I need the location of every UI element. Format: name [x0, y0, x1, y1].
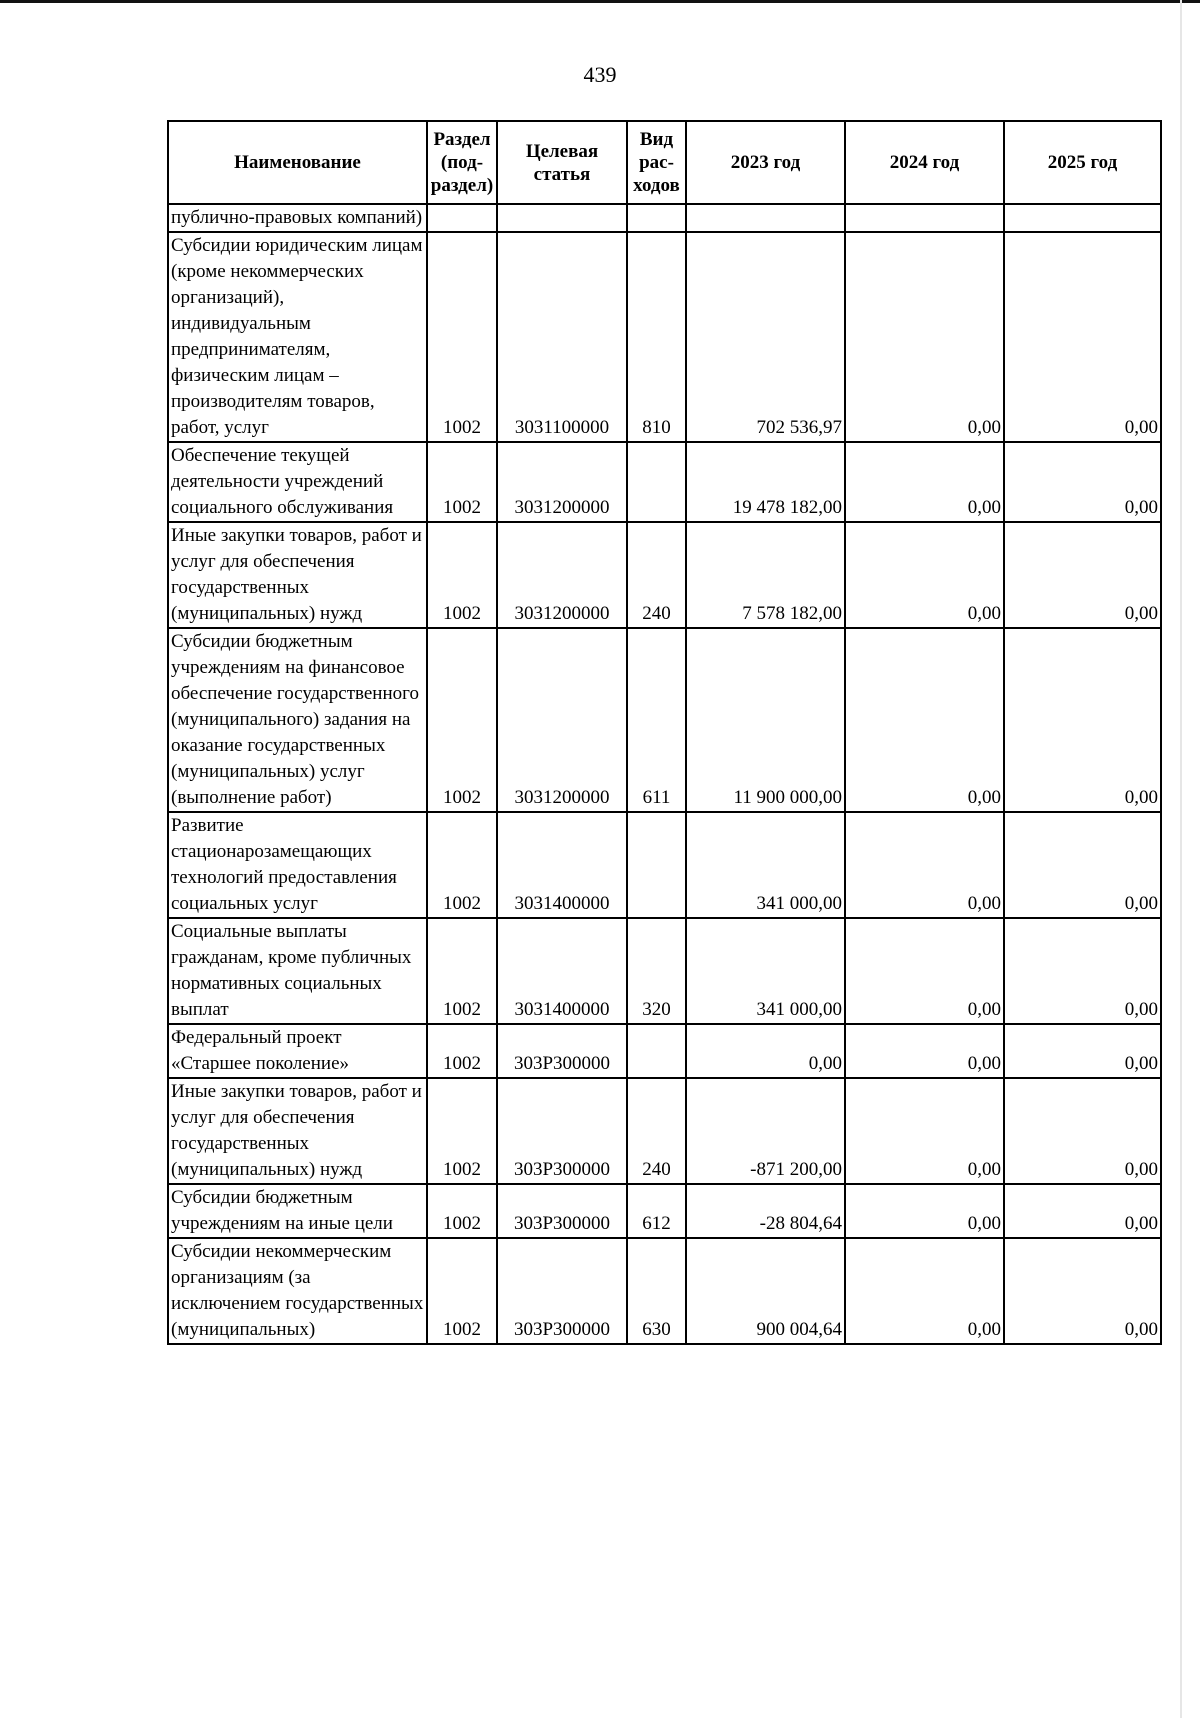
header-2024: 2024 год [845, 121, 1004, 204]
header-name: Наименование [168, 121, 427, 204]
cell-type: 810 [627, 232, 686, 442]
table-body [168, 204, 1161, 1344]
page-number: 439 [583, 62, 617, 87]
table-row [168, 628, 1161, 812]
cell-type: 240 [627, 522, 686, 628]
cell-target: 3031100000 [497, 232, 627, 442]
cell-section: 1002 [427, 918, 497, 1024]
cell-2025: 0,00 [1004, 628, 1161, 812]
cell-type [627, 1024, 686, 1078]
cell-section: 1002 [427, 812, 497, 918]
table-row [168, 1238, 1161, 1344]
table-header-row [168, 121, 1161, 204]
cell-2025: 0,00 [1004, 1078, 1161, 1184]
cell-2023 [686, 204, 845, 232]
table-row [168, 812, 1161, 918]
cell-2024: 0,00 [845, 1024, 1004, 1078]
top-border-line [0, 0, 1200, 3]
cell-section: 1002 [427, 628, 497, 812]
cell-section: 1002 [427, 1078, 497, 1184]
cell-type [627, 204, 686, 232]
right-scan-edge [1180, 0, 1182, 1718]
cell-2023: 341 000,00 [686, 918, 845, 1024]
cell-target: 3031400000 [497, 918, 627, 1024]
cell-2023: 11 900 000,00 [686, 628, 845, 812]
cell-2023: 0,00 [686, 1024, 845, 1078]
cell-section [427, 204, 497, 232]
cell-2024: 0,00 [845, 522, 1004, 628]
cell-2025: 0,00 [1004, 1184, 1161, 1238]
cell-2025: 0,00 [1004, 522, 1161, 628]
cell-2025: 0,00 [1004, 918, 1161, 1024]
cell-2024: 0,00 [845, 918, 1004, 1024]
cell-type: 320 [627, 918, 686, 1024]
cell-name: Субсидии юридическим лицам (кроме некоммерческих организаций), индивидуальным предпринимателям, физическим лицам – производителям товаров, работ, услуг [168, 232, 427, 442]
cell-2025: 0,00 [1004, 232, 1161, 442]
cell-target: 303P300000 [497, 1078, 627, 1184]
cell-2024: 0,00 [845, 812, 1004, 918]
cell-section: 1002 [427, 1238, 497, 1344]
cell-2025: 0,00 [1004, 1238, 1161, 1344]
table-row [168, 1024, 1161, 1078]
cell-2024: 0,00 [845, 1184, 1004, 1238]
cell-target: 303P300000 [497, 1238, 627, 1344]
cell-2023: 702 536,97 [686, 232, 845, 442]
cell-name: Субсидии бюджетным учреждениям на финансовое обеспечение государственного (муниципального) задания на оказание государственных (муниципальных) услуг (выполнение работ) [168, 628, 427, 812]
cell-type: 611 [627, 628, 686, 812]
cell-2023: 341 000,00 [686, 812, 845, 918]
cell-name: Обеспечение текущей деятельности учреждений социального обслуживания [168, 442, 427, 522]
cell-2025: 0,00 [1004, 442, 1161, 522]
cell-name: Субсидии бюджетным учреждениям на иные цели [168, 1184, 427, 1238]
header-2023: 2023 год [686, 121, 845, 204]
table-row [168, 1184, 1161, 1238]
cell-type: 630 [627, 1238, 686, 1344]
cell-type: 240 [627, 1078, 686, 1184]
cell-name: Развитие стационарозамещающих технологий предоставления социальных услуг [168, 812, 427, 918]
cell-target: 303P300000 [497, 1024, 627, 1078]
cell-target: 303P300000 [497, 1184, 627, 1238]
cell-section: 1002 [427, 442, 497, 522]
cell-target: 3031200000 [497, 628, 627, 812]
cell-name: Федеральный проект «Старшее поколение» [168, 1024, 427, 1078]
cell-target: 3031400000 [497, 812, 627, 918]
cell-section: 1002 [427, 1024, 497, 1078]
budget-table [167, 120, 1162, 1345]
cell-2025 [1004, 204, 1161, 232]
table-row [168, 232, 1161, 442]
header-2025: 2025 год [1004, 121, 1161, 204]
cell-2024 [845, 204, 1004, 232]
cell-target [497, 204, 627, 232]
table-row [168, 204, 1161, 232]
cell-name: Иные закупки товаров, работ и услуг для обеспечения государственных (муниципальных) нужд [168, 1078, 427, 1184]
cell-name: Социальные выплаты гражданам, кроме публичных нормативных социальных выплат [168, 918, 427, 1024]
cell-name: публично-правовых компаний) [168, 204, 427, 232]
cell-2024: 0,00 [845, 442, 1004, 522]
table-row [168, 442, 1161, 522]
cell-2023: -871 200,00 [686, 1078, 845, 1184]
cell-2024: 0,00 [845, 1238, 1004, 1344]
cell-section: 1002 [427, 1184, 497, 1238]
cell-target: 3031200000 [497, 522, 627, 628]
cell-name: Субсидии некоммерческим организациям (за исключением государственных (муниципальных) [168, 1238, 427, 1344]
header-section: Раздел (под-раздел) [427, 121, 497, 204]
cell-2024: 0,00 [845, 232, 1004, 442]
cell-2024: 0,00 [845, 1078, 1004, 1184]
cell-target: 3031200000 [497, 442, 627, 522]
cell-2024: 0,00 [845, 628, 1004, 812]
table-row [168, 522, 1161, 628]
cell-2023: 19 478 182,00 [686, 442, 845, 522]
cell-type [627, 812, 686, 918]
header-type: Вид рас-ходов [627, 121, 686, 204]
cell-2023: -28 804,64 [686, 1184, 845, 1238]
cell-type: 612 [627, 1184, 686, 1238]
cell-section: 1002 [427, 232, 497, 442]
table-row [168, 918, 1161, 1024]
cell-2025: 0,00 [1004, 1024, 1161, 1078]
cell-section: 1002 [427, 522, 497, 628]
cell-2025: 0,00 [1004, 812, 1161, 918]
table-row [168, 1078, 1161, 1184]
cell-type [627, 442, 686, 522]
cell-2023: 7 578 182,00 [686, 522, 845, 628]
cell-2023: 900 004,64 [686, 1238, 845, 1344]
header-target: Целевая статья [497, 121, 627, 204]
cell-name: Иные закупки товаров, работ и услуг для обеспечения государственных (муниципальных) нужд [168, 522, 427, 628]
